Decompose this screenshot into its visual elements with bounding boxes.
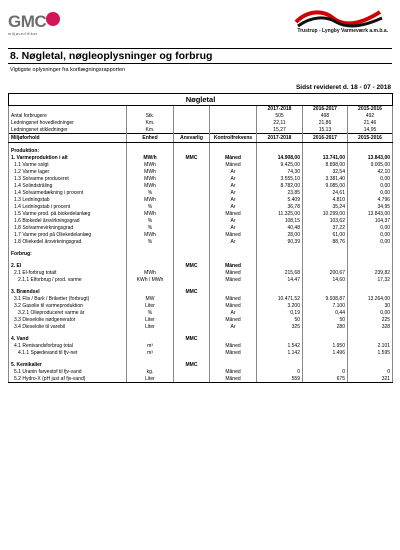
row-responsible: MMC [174,155,210,162]
row-unit: % [127,310,174,317]
row-value [303,148,348,155]
table-row [9,197,393,204]
row-responsible [174,277,210,284]
table-row [9,162,393,169]
row-unit: kg. [127,369,174,376]
row-responsible [174,324,210,331]
row-value: 9.425,00 [257,162,303,169]
row-value: 325 [257,324,303,331]
key-figure-value: 492 [348,113,393,120]
row-responsible [174,183,210,190]
row-value: 50 [257,317,303,324]
row-responsible [174,251,210,258]
row-frequency: År [210,197,257,204]
page-subtitle: Vigtigste oplysninger fra kortlægningsrapporten [10,67,126,73]
key-figure-unit: Km. [127,120,174,127]
row-label: 1.1 Varme solgt [9,162,127,169]
row-label: 1. Varmeproduktion i alt [9,155,127,162]
table-row [9,263,393,270]
nokgletal-heading: Nøgletal [9,94,393,106]
row-value [257,251,303,258]
row-frequency [210,362,257,369]
row-value: 0,00 [348,176,393,183]
row-responsible [174,162,210,169]
row-label: 5. Kemikalier [9,362,127,369]
row-unit [127,251,174,258]
row-value [303,336,348,343]
row-value: 3.200 [257,303,303,310]
key-figure-value: 14,95 [348,127,393,134]
row-value: 90,39 [257,239,303,246]
row-frequency: Måned [210,376,257,383]
row-label: 2.1 El-forbrug totalt [9,270,127,277]
key-figure-value: 15,13 [303,127,348,134]
row-value: 328 [348,324,393,331]
row-value: 215,68 [257,270,303,277]
row-value: 13.741,00 [303,155,348,162]
key-figure-label: Ledningsnet stikledninger [9,127,127,134]
row-value: 14,47 [257,277,303,284]
row-responsible [174,190,210,197]
row-value [348,251,393,258]
table-row [9,148,393,155]
row-responsible [174,204,210,211]
row-unit [127,148,174,155]
row-responsible [174,317,210,324]
row-value: 0 [348,369,393,376]
row-value: 0,19 [257,310,303,317]
row-unit: % [127,239,174,246]
row-label: 3.3 Dieselolie nødgenerator [9,317,127,324]
row-value: 5.409 [257,197,303,204]
row-unit: MWh [127,183,174,190]
row-frequency: År [210,190,257,197]
row-unit [127,289,174,296]
row-responsible: MMC [174,263,210,270]
row-responsible [174,169,210,176]
row-value: 3.381,40 [303,176,348,183]
row-label: 4.1.1 Spædevand til fjv-net [9,350,127,357]
row-frequency [210,336,257,343]
row-value: 13.843,00 [348,211,393,218]
row-value: 1.542 [257,343,303,350]
row-unit: % [127,190,174,197]
row-value: 7.100 [303,303,348,310]
gmc-logo-subtitle: miljøcertifikat [8,31,38,36]
row-value: 14,60 [303,277,348,284]
row-frequency: Måned [210,211,257,218]
row-frequency: År [210,324,257,331]
row-value: 11.325,00 [257,211,303,218]
year-header-row [9,106,393,113]
company-caption: Trustrup - Lyngby Varmeværk a.m.b.a. [297,28,388,34]
row-label: 1.8 Oliekedel årsvirkningsgrad [9,239,127,246]
row-frequency: År [210,204,257,211]
row-frequency [210,251,257,258]
row-responsible [174,369,210,376]
row-value: 37,22 [303,225,348,232]
row-responsible [174,211,210,218]
row-label: 1.5 Varme prod. på biokedelanlæg [9,211,127,218]
table-row [9,350,393,357]
row-responsible [174,350,210,357]
row-unit: % [127,225,174,232]
key-figure-empty [210,120,257,127]
page-title: 8. Nøgletal, nøgleoplysninger og forbrug [10,50,213,62]
row-value [257,362,303,369]
row-label: 5.1 Uranin farvestof til fjv-vand [9,369,127,376]
row-responsible [174,197,210,204]
column-header-year: 2015-2016 [348,134,393,143]
row-frequency: År [210,169,257,176]
table-row [9,225,393,232]
row-value: 3.555,10 [257,176,303,183]
row-responsible [174,176,210,183]
row-label: 3.2 Gasolie til varmeproduktion [9,303,127,310]
row-unit: Liter [127,376,174,383]
row-value: 4.810 [303,197,348,204]
row-value [348,289,393,296]
row-frequency [210,289,257,296]
column-header-frequency: Kontrolfrekvens [210,134,257,143]
table-row [9,204,393,211]
revision-date: Sidst revideret d. 18 - 07 - 2018 [295,84,391,91]
table-row [9,289,393,296]
table-row [9,336,393,343]
row-value: 104,37 [348,218,393,225]
table-row [9,303,393,310]
table-row [9,190,393,197]
table-row [9,251,393,258]
row-frequency: År [210,239,257,246]
table-row [9,211,393,218]
table-row [9,169,393,176]
row-value [348,362,393,369]
row-responsible: MMC [174,336,210,343]
row-value [303,362,348,369]
row-value: 32,54 [303,169,348,176]
row-value: 225 [348,317,393,324]
row-frequency: Måned [210,270,257,277]
row-responsible [174,225,210,232]
row-frequency: Måned [210,232,257,239]
row-responsible [174,310,210,317]
row-value: 200,67 [303,270,348,277]
row-value: 2.101 [348,343,393,350]
table-row [9,270,393,277]
column-header-year: 2016-2017 [303,134,348,143]
row-label: 1.3 Solvarme produceret [9,176,127,183]
table-row [9,218,393,225]
row-value [348,336,393,343]
row-frequency: Måned [210,263,257,270]
row-label: 3.1 Flis / Bark / Briketter (forbrugt) [9,296,127,303]
column-header-unit: Enhed [127,134,174,143]
row-unit [127,362,174,369]
row-value: 1.950 [303,343,348,350]
row-value: 0,00 [348,310,393,317]
row-value [303,251,348,258]
row-label: 1.7 Varme prod på Oliekedelanlæg [9,232,127,239]
title-bar [8,48,392,64]
row-frequency: Måned [210,162,257,169]
row-value: 1.595 [348,350,393,357]
row-label: 1.3 Ledningstab [9,197,127,204]
row-unit: m³ [127,350,174,357]
table-row [9,176,393,183]
gmc-logo-mark [46,12,60,26]
table-row [9,296,393,303]
row-value: 0,00 [348,239,393,246]
key-figure-value: 22,11 [257,120,303,127]
row-value: 108,15 [257,218,303,225]
table-row [9,343,393,350]
row-value: 8.782,00 [257,183,303,190]
row-value: 0,00 [348,225,393,232]
table-row [9,324,393,331]
key-figure-label: Ledningsnet hovedledninger [9,120,127,127]
row-value: 10.299,00 [303,211,348,218]
row-label: 4.1 Rentvandsforbrug total [9,343,127,350]
row-value: 42,10 [348,169,393,176]
key-figure-value: 21,86 [303,120,348,127]
row-value: 0 [257,369,303,376]
row-label: 1.4 Solvarmedækning i procent [9,190,127,197]
row-value: 88,76 [303,239,348,246]
row-value: 28,00 [257,232,303,239]
row-label: 5.2 Hydro-X (pH just af fjv-vand) [9,376,127,383]
row-frequency [210,148,257,155]
row-value: 239,82 [348,270,393,277]
row-frequency: Måned [210,369,257,376]
year-header: 2015-2016 [348,106,393,113]
row-value: 1.142 [257,350,303,357]
year-header: 2016-2017 [303,106,348,113]
row-value: 10.471,52 [257,296,303,303]
table-row [9,277,393,284]
row-value: 0,00 [348,190,393,197]
row-unit: Liter [127,324,174,331]
row-value: 35,24 [303,204,348,211]
row-unit: MWh [127,232,174,239]
row-label: 1.2 Varme lager [9,169,127,176]
row-unit: MWh [127,162,174,169]
key-figure-empty [174,120,210,127]
row-frequency: Måned [210,303,257,310]
table-row [9,310,393,317]
row-unit: MWh [127,176,174,183]
table-row [9,239,393,246]
row-value: 675 [303,376,348,383]
row-frequency: Måned [210,155,257,162]
table-row [9,369,393,376]
row-frequency: Måned [210,296,257,303]
column-header-label: Miljøforhold [9,134,127,143]
row-unit: % [127,204,174,211]
row-responsible [174,270,210,277]
row-frequency: År [210,176,257,183]
row-value [257,263,303,270]
row-frequency: År [210,225,257,232]
row-label: Produktion: [9,148,127,155]
row-frequency: År [210,310,257,317]
row-responsible: MMC [174,289,210,296]
row-value: 13.843,00 [348,155,393,162]
row-value: 103,62 [303,218,348,225]
key-figure-empty [210,113,257,120]
table-row [9,362,393,369]
row-value: 1.496 [303,350,348,357]
row-value: 4.796 [348,197,393,204]
key-figure-value: 21,46 [348,120,393,127]
row-unit [127,336,174,343]
row-value: 34,95 [348,204,393,211]
row-frequency: Måned [210,350,257,357]
row-responsible [174,218,210,225]
key-figure-row [9,127,393,134]
row-value: 61,00 [303,232,348,239]
row-label: 1.4 Solindstråling [9,183,127,190]
row-value: 74,30 [257,169,303,176]
row-unit: KWh / MWh [127,277,174,284]
key-figure-empty [174,127,210,134]
row-value: 0,00 [348,183,393,190]
key-figure-label: Antal forbrugere [9,113,127,120]
row-responsible [174,343,210,350]
row-value: 13.264,00 [348,296,393,303]
company-logo-icon [288,8,388,28]
row-responsible [174,376,210,383]
row-unit: Liter [127,303,174,310]
row-value [348,263,393,270]
row-label: 2.1.1 Elforbrug / prod. varme [9,277,127,284]
row-frequency: Måned [210,343,257,350]
gmc-logo [8,12,108,38]
row-value [303,263,348,270]
row-value: 36,78 [257,204,303,211]
table-row [9,155,393,162]
row-value [257,148,303,155]
row-unit: % [127,218,174,225]
row-unit: MWh [127,197,174,204]
row-responsible [174,239,210,246]
row-unit [127,263,174,270]
row-value: 50 [303,317,348,324]
table-row [9,232,393,239]
table-row [9,317,393,324]
row-value: 24,61 [303,190,348,197]
column-header-responsible: Ansvarlig [174,134,210,143]
gmc-logo-text: GMC [8,12,47,31]
row-label: 1.4 Ledningstab i procent [9,204,127,211]
row-value: 0,00 [348,232,393,239]
row-value [257,336,303,343]
row-label: 1.6 Biokedel årsvirkningsgrad [9,218,127,225]
row-value [348,148,393,155]
key-figure-unit: Km. [127,127,174,134]
row-unit: MWh [127,211,174,218]
row-value: 9.085,00 [303,183,348,190]
row-value: 30 [348,303,393,310]
row-unit: MW [127,296,174,303]
row-responsible [174,296,210,303]
row-value: 280 [303,324,348,331]
row-value [303,289,348,296]
row-frequency: År [210,183,257,190]
row-unit: m³ [127,343,174,350]
key-figure-unit: Stk. [127,113,174,120]
table-row [9,183,393,190]
key-figure-value: 498 [303,113,348,120]
row-label: 1.8 Solvarmevirkningsgrad [9,225,127,232]
row-value: 559 [257,376,303,383]
row-value: 9.938,87 [303,296,348,303]
key-figures-table [8,93,393,383]
row-unit: MW/h [127,155,174,162]
table-row [9,376,393,383]
row-responsible [174,232,210,239]
row-frequency: Måned [210,277,257,284]
row-value: 23,85 [257,190,303,197]
row-responsible: MMC [174,362,210,369]
key-figure-value: 505 [257,113,303,120]
row-unit: Liter [127,317,174,324]
key-figure-row [9,120,393,127]
row-responsible [174,303,210,310]
row-value: 40,48 [257,225,303,232]
row-label: 3.4 Dieselolie til varebil [9,324,127,331]
row-responsible [174,148,210,155]
column-header-year: 2017-2018 [257,134,303,143]
row-label: 3.2.1 Olieproduceret varme år [9,310,127,317]
row-label: 4. Vand [9,336,127,343]
key-figure-row [9,113,393,120]
row-label: 3. Brændsel [9,289,127,296]
key-figure-empty [174,113,210,120]
nokgletal-heading-row [9,94,393,106]
row-value: 0,44 [303,310,348,317]
key-figure-value: 15,27 [257,127,303,134]
row-value: 8.898,00 [303,162,348,169]
row-value: 321 [348,376,393,383]
row-value: 17,32 [348,277,393,284]
row-unit: MWh [127,270,174,277]
row-value: 14.908,00 [257,155,303,162]
row-value: 0 [303,369,348,376]
column-header-row [9,134,393,143]
row-frequency: Måned [210,317,257,324]
row-frequency: År [210,218,257,225]
row-value: 9.005,00 [348,162,393,169]
row-unit: MWh [127,169,174,176]
key-figure-empty [210,127,257,134]
year-header: 2017-2018 [257,106,303,113]
row-value [257,289,303,296]
row-label: 2. El [9,263,127,270]
row-label: Forbrug: [9,251,127,258]
